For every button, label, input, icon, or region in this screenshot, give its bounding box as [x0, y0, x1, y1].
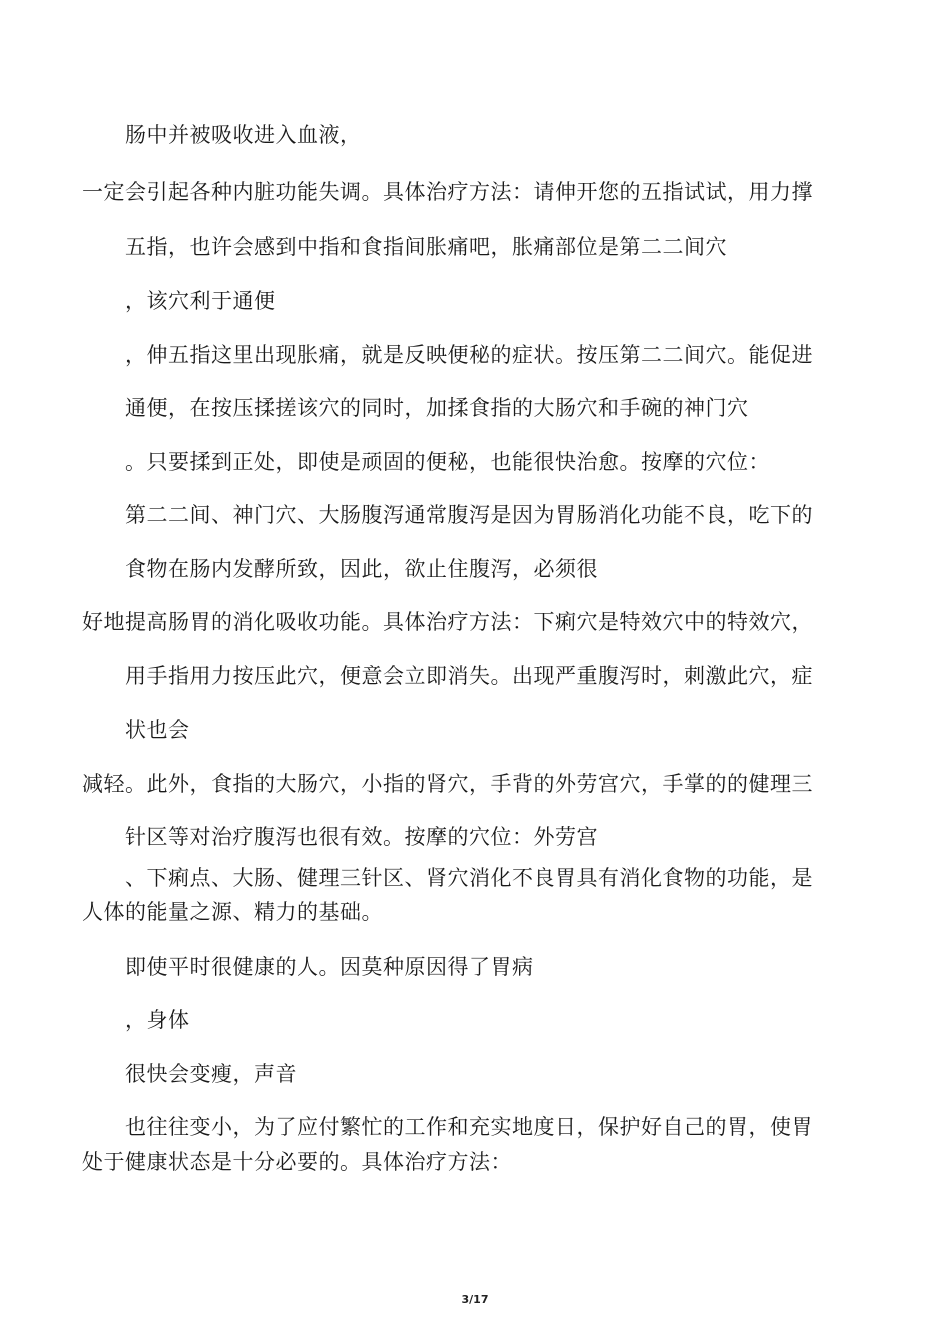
text-line-11: 用手指用力按压此穴，便意会立即消失。出现严重腹泻时，刺激此穴，症 [125, 664, 813, 688]
text-line-15: 、下痢点、大肠、健理三针区、肾穴消化不良胃具有消化食物的功能，是 [125, 866, 813, 890]
text-line-19: 很快会变瘦，声音 [125, 1062, 297, 1086]
text-line-16: 人体的能量之源、精力的基础。 [82, 900, 383, 924]
text-line-14: 针区等对治疗腹泻也很有效。按摩的穴位：外劳宫 [125, 825, 598, 849]
text-line-3: 五指，也许会感到中指和食指间胀痛吧，胀痛部位是第二二间穴 [125, 235, 727, 259]
text-line-13: 减轻。此外，食指的大肠穴，小指的肾穴，手背的外劳宫穴，手掌的的健理三 [82, 772, 813, 796]
text-line-8: 第二二间、神门穴、大肠腹泻通常腹泻是因为胃肠消化功能不良，吃下的 [125, 503, 813, 527]
text-line-12: 状也会 [125, 718, 190, 742]
text-line-20: 也往往变小，为了应付繁忙的工作和充实地度日，保护好自己的胃，使胃 [125, 1115, 813, 1139]
page-number: 3/17 [461, 1293, 489, 1306]
text-line-21: 处于健康状态是十分必要的。具体治疗方法： [82, 1150, 512, 1174]
text-line-4: ，该穴利于通便 [125, 289, 276, 313]
text-line-18: ，身体 [125, 1008, 190, 1032]
text-line-1: 肠中并被吸收进入血液， [125, 123, 362, 147]
text-line-6: 通便，在按压揉搓该穴的同时，加揉食指的大肠穴和手碗的神门穴 [125, 396, 749, 420]
text-line-17: 即使平时很健康的人。因莫种原因得了胃病 [125, 955, 534, 979]
text-line-2: 一定会引起各种内脏功能失调。具体治疗方法：请伸开您的五指试试，用力撑 [82, 180, 813, 204]
text-line-10: 好地提高肠胃的消化吸收功能。具体治疗方法：下痢穴是特效穴中的特效穴， [82, 610, 813, 634]
text-line-7: 。只要揉到正处，即使是顽固的便秘，也能很快治愈。按摩的穴位： [125, 450, 770, 474]
text-line-5: ，伸五指这里出现胀痛，就是反映便秘的症状。按压第二二间穴。能促进 [125, 343, 813, 367]
text-line-9: 食物在肠内发酵所致，因此，欲止住腹泻，必须很 [125, 557, 598, 581]
